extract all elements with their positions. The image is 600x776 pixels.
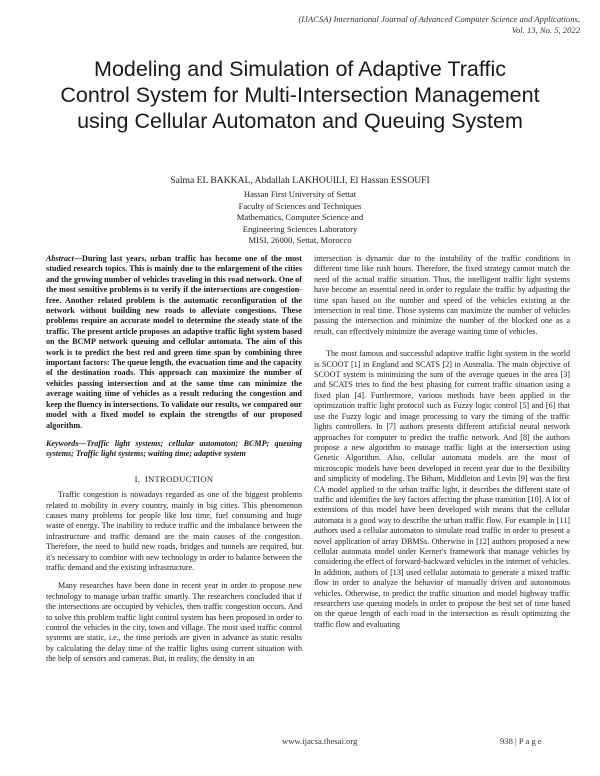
title-line-1: Modeling and Simulation of Adaptive Traffic [94,57,506,81]
body-paragraph: Traffic congestion is nowadays regarded as one of the biggest problems related to mobility in every country, mainly in big cities. This phenomenon causes many problems for people like lost time, fuel consuming and huge waste of energy. The inability to reduce traffic and the imbalance between the infrastructure and traffic demand are the main causes of the congestion. Therefore, the need to build new roads, bridges and tunnels are required, but it's necessary to combine with new technology in order to balance between the traffic demand and the existing infrastructure. [46,490,302,572]
page-footer [0,736,600,750]
left-column [46,254,302,665]
affiliation-line: Mathematics, Computer Science and [236,212,364,223]
page-number: 938 | P a g e [500,736,542,746]
affiliation-block [150,189,450,247]
footer-url-link[interactable]: www.ijacsa.thesai.org [282,736,358,746]
title-line-2: Control System for Multi-Intersection Management [60,83,540,107]
abstract-text: —During last years, urban traffic has become one of the most studied research topics. This is mainly due to the enlargement of the cities and the growing number of vehicles traveling in this road network. One of the most sensitive problems is to verify if the intersections are congestion-free. Another related problem is the automatic reconfiguration of the network without building new roads to alleviate congestions. These problems require an accurate model to determine the steady state of the traffic. The present article proposes an adaptive traffic light system based on the BCMP network queuing and cellular automata. The aim of this work is to predict the best red and green time span by combining three important factors: The queue length, the evacuation time and the capacity of the destination roads. This approach can maximize the number of vehicles passing intersection and at the same time can minimize the average waiting time of vehicles as a result reducing the congestion and keep the fluency in intersections. To validate our results, we compared our model with a fixed model to explain the strengths of our proposed algorithm. [46,254,302,430]
keywords: Keywords—Traffic light systems; cellular automaton; BCMP; queuing systems; Traffic light systems; waiting time; adaptive system [46,438,302,459]
abstract-label: Abstract [46,254,74,263]
affiliation-line: Hassan First University of Settat [243,189,357,199]
body-paragraph: intersection is dynamic due to the instability of the traffic conditions in different time like rush hours. Therefore, the fixed strategy cannot match the need of the actual traffic situation. Thus, the intelligent traffic light systems have become an essential need in order to regulate the traffic by adjusting the time span based on the number and speed of the vehicles existing at the intersection in real time. Those systems can maximize the number of vehicles passing the intersection and minimize the number of the blocked one as a result, can effectively minimize the average waiting time of vehicles. [314,254,570,336]
journal-name: (IJACSA) International Journal of Advanced Computer Science and Applications, [298,14,580,24]
abstract [46,254,302,431]
body-paragraph: Many researches have been done in recent year in order to propose new technology to manage urban traffic smartly. The researchers concluded that if the intersections are occupied by vehicles, then traffic congestion occurs. And to solve this problem traffic light control system has been proposed in order to control the vehicles in the city, town and village. The most used traffic control systems are static, i.e., the time periods are given in advance as static results by calculating the delay time of the traffic lights using current situation with the help of sensors and cameras. But, in reality, the density in an [46,581,302,664]
section-heading-introduction: I. INTRODUCTION [134,473,214,484]
title-line-3: using Cellular Automaton and Queuing System [77,109,523,133]
journal-volume: Vol. 13, No. 5, 2022 [511,25,580,35]
affiliation-line: Engineering Sciences Laboratory [242,223,358,234]
paper-title [30,56,570,134]
author-list: Salma EL BAKKAL, Abdallah LAKHOUILI, El Hassan ESSOUFI [170,175,430,186]
affiliation-line: MISI, 26000, Settat, Morocco [248,235,352,246]
body-paragraph: The most famous and successful adaptive traffic light system in the world is SCOOT [1] in England and SCATS [2] in Australia. The main objective of SCOOT system is minimizing the sum of the average queues in the area [3] and SCATS tries to find the best phasing for current traffic situation using a fixed plan [4]. Furthermore, various methods have been applied in the optimization traffic light protocol such as Fuzzy logic control [5] and [6] that use the Fuzzy logic and image processing to vary the timing of the traffic lights controllers. In [7] authors presents different artificial neural network approaches for computer to predict the traffic network. And [8] the authors propose a new algorithm to manage traffic light at the intersection using Genetic Algorithm. Also, cellular automata models are the most of microscopic models have been developed in recent year due to the flexibility and simplicity of modeling. The Biham, Middleton and Levin [9] was the first CA model applied to the urban traffic light, it describes the different state of traffic and identifies the key factors affecting the phase transition [10]. A lot of extensions of this model have been developed wish means that the cellular automata is a good way to describe the urban traffic flow. For example in [11] authors used a cellular automaton to simulate road traffic in order to present a novel application of array DBMSs. Otherwise in [12] authors proposed a new cellular automata model under Kerner's framework that manage vehicles by considering the effect of forward-backward vehicles in the internet of vehicles. In addition, authors of [13] used cellular automata to generate a mixed traffic flow in order to analyze the behavior of manually driven and autonomous vehicles. Otherwise, to predict the traffic situation and model highway traffic researchers use queuing models in order to propose the best set of time based on the queue length of each road in the intersection as result optimizing the traffic flow and evaluating [314,349,570,629]
journal-header [160,14,580,36]
affiliation-line: Faculty of Sciences and Techniques [238,200,362,211]
right-column [314,254,570,630]
